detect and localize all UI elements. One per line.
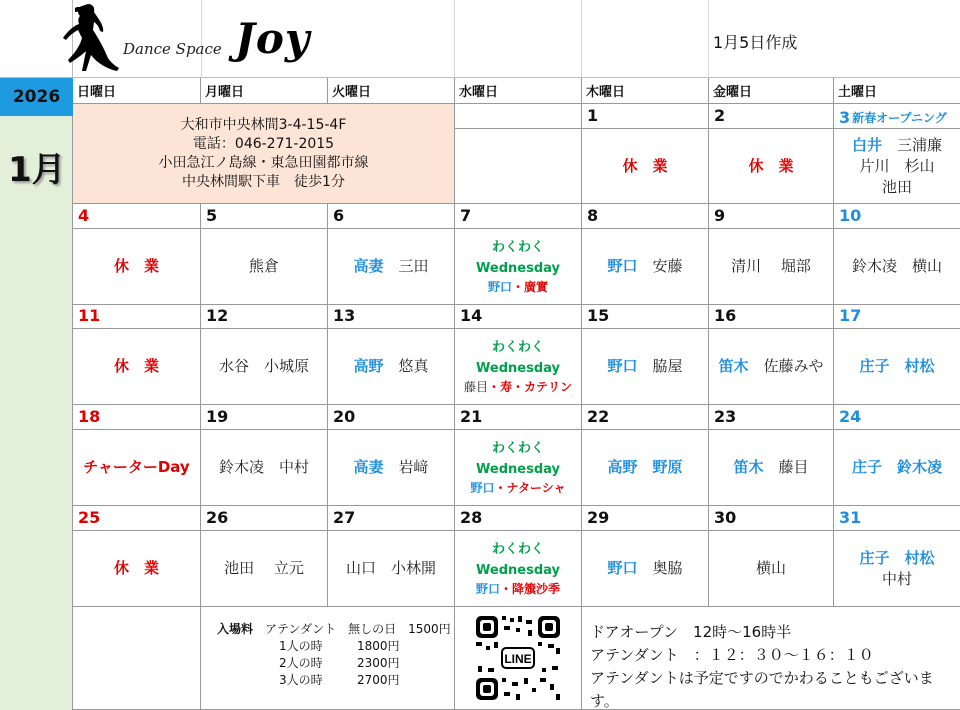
day-date: 4 xyxy=(73,204,201,229)
day-date: 7 xyxy=(455,204,582,229)
instructor: 笛木 xyxy=(733,458,764,476)
day-date: 21 xyxy=(455,405,582,430)
day-date: 26 xyxy=(201,506,328,531)
event-instructors xyxy=(488,279,548,296)
day-content xyxy=(455,531,582,607)
day-date: 15 xyxy=(582,304,709,329)
day-date: 11 xyxy=(73,304,201,329)
entrance-fees xyxy=(201,607,455,710)
instructor-pair xyxy=(859,356,934,377)
instructor: 岩﨑 xyxy=(398,458,429,476)
day-date: 17 xyxy=(834,304,960,329)
spacer xyxy=(637,257,652,275)
year-label: 2026 xyxy=(0,78,73,116)
weekday-tue: 火曜日 xyxy=(328,78,455,104)
instructor: 白井 xyxy=(851,135,882,154)
month-column xyxy=(0,116,73,710)
day-date: 28 xyxy=(455,506,582,531)
instructor: 庄子 xyxy=(851,458,882,476)
day-content xyxy=(328,531,455,607)
day-date xyxy=(834,104,960,129)
day-date: 14 xyxy=(455,304,582,329)
created-date: 1月5日作成 xyxy=(713,33,798,52)
instructor-pair xyxy=(353,356,428,377)
event-instructors xyxy=(464,379,572,396)
day-content xyxy=(834,229,960,305)
fee-value: 2300円 xyxy=(357,656,400,670)
day-text: 鈴木凌 中村 xyxy=(218,458,309,476)
instructor: 廣實 xyxy=(524,280,549,294)
day-content xyxy=(582,531,709,607)
day-content xyxy=(201,430,328,506)
day-content xyxy=(834,430,960,506)
empty-date xyxy=(455,104,582,129)
instructor: 高野 xyxy=(607,458,638,476)
attendant-time: アテンダント ：１２：３０～１６：１０ xyxy=(590,646,874,664)
spacer xyxy=(637,357,652,375)
day-date: 22 xyxy=(582,405,709,430)
day-content xyxy=(834,531,960,607)
instructor: 野口 xyxy=(607,257,638,275)
instructor: 野口 xyxy=(475,582,500,596)
day-content xyxy=(582,129,709,204)
day-text: 池田 立元 xyxy=(224,559,304,577)
spacer xyxy=(763,458,778,476)
instructor: 村松 xyxy=(904,548,935,567)
spacer xyxy=(889,549,904,567)
day-date: 24 xyxy=(834,405,960,430)
header xyxy=(73,0,960,78)
closed-label: 休 業 xyxy=(748,156,794,175)
day-date: 29 xyxy=(582,506,709,531)
day-date: 10 xyxy=(834,204,960,229)
separator: ・ xyxy=(511,280,524,294)
studio-lines: 小田急江ノ島線・東急田園都市線 xyxy=(158,154,369,171)
day-content xyxy=(455,430,582,506)
door-info xyxy=(582,607,960,710)
day-date: 12 xyxy=(201,304,328,329)
dancer-couple-icon xyxy=(57,2,119,72)
instructor: 鈴木凌 xyxy=(897,458,943,476)
day-date: 20 xyxy=(328,405,455,430)
instructor: 村松 xyxy=(904,357,935,375)
studio-phone: 電話：046-271-2015 xyxy=(192,135,335,152)
day-date: 27 xyxy=(328,506,455,531)
qr-cell xyxy=(455,607,582,710)
instructor: 池田 xyxy=(881,177,912,196)
day-date: 6 xyxy=(328,204,455,229)
instructor-pair xyxy=(607,256,682,277)
closed-label: 休 業 xyxy=(622,156,668,175)
day-text: 休 業 xyxy=(113,257,159,275)
day-content xyxy=(73,531,201,607)
fee-key: 3人の時 xyxy=(279,673,323,687)
fee-value: 2700円 xyxy=(357,673,400,687)
weekday-sat: 土曜日 xyxy=(834,78,960,104)
instructor: 高野 xyxy=(353,357,384,375)
instructor-pair xyxy=(859,548,934,569)
spacer xyxy=(889,357,904,375)
spacer xyxy=(882,458,897,476)
instructor: 野口 xyxy=(607,559,638,577)
fee-key: 2人の時 xyxy=(279,656,323,670)
day-date: 1 xyxy=(582,104,709,129)
day-content xyxy=(328,329,455,405)
instructor: 野口 xyxy=(470,481,495,495)
day-content xyxy=(582,229,709,305)
instructor: 寿・カテリン xyxy=(500,380,573,394)
footer-blank xyxy=(73,607,201,710)
day-content xyxy=(455,329,582,405)
weekday-sun: 日曜日 xyxy=(73,78,201,104)
instructor: ナターシャ xyxy=(506,481,566,495)
spacer xyxy=(637,458,652,476)
weekday-wed: 水曜日 xyxy=(455,78,582,104)
instructor: 野口 xyxy=(607,357,638,375)
instructor-pair xyxy=(852,457,942,478)
day-date: 23 xyxy=(709,405,834,430)
instructor: 高妻 xyxy=(353,458,384,476)
day-content xyxy=(834,129,960,204)
day-content xyxy=(73,430,201,506)
fee-row: アテンダント 無しの日 1500円 xyxy=(265,622,451,636)
event-instructors xyxy=(476,581,560,598)
instructor-pair xyxy=(353,457,428,478)
day-date: 16 xyxy=(709,304,834,329)
event-label: わくわくWednesday xyxy=(476,542,560,578)
instructor: 奥脇 xyxy=(652,559,683,577)
instructor: 藤目 xyxy=(463,380,488,394)
instructor: 庄子 xyxy=(859,357,890,375)
day-date: 13 xyxy=(328,304,455,329)
day-date: 25 xyxy=(73,506,201,531)
day-date: 2 xyxy=(709,104,834,129)
day-date: 30 xyxy=(709,506,834,531)
instructor: 中村 xyxy=(881,569,912,588)
spacer xyxy=(637,559,652,577)
instructor-pair xyxy=(607,558,682,579)
instructor: 野原 xyxy=(652,458,683,476)
instructor: 脇屋 xyxy=(652,357,683,375)
instructor-pair xyxy=(353,256,428,277)
day-date: 8 xyxy=(582,204,709,229)
day-content xyxy=(328,430,455,506)
day-content xyxy=(709,531,834,607)
instructor: 悠真 xyxy=(398,357,429,375)
attendant-note: アテンダントは予定ですのでかわることもございます。 xyxy=(590,669,934,710)
day-date: 19 xyxy=(201,405,328,430)
day-content xyxy=(582,430,709,506)
instructor: 庄子 xyxy=(859,548,890,567)
event-label: わくわくWednesday xyxy=(476,340,560,376)
separator: ・ xyxy=(487,380,500,394)
date-number: 3 xyxy=(839,107,851,127)
day-text: 休 業 xyxy=(113,559,159,577)
day-date: 31 xyxy=(834,506,960,531)
line-qr-code[interactable] xyxy=(472,612,564,704)
fee-value: 1800円 xyxy=(357,639,400,653)
studio-info xyxy=(73,104,455,204)
instructor: 降籏沙季 xyxy=(512,582,561,596)
instructors: 片川 杉山 xyxy=(859,156,935,175)
studio-address: 大和市中央林間3-4-15-4F xyxy=(180,116,347,133)
weekday-fri: 金曜日 xyxy=(709,78,834,104)
qr-label: LINE xyxy=(504,652,532,666)
spacer xyxy=(383,257,398,275)
logo-subtitle: Dance Space xyxy=(123,40,222,58)
day-content xyxy=(73,329,201,405)
day-content xyxy=(709,430,834,506)
day-date: 5 xyxy=(201,204,328,229)
day-content xyxy=(328,229,455,305)
day-date: 18 xyxy=(73,405,201,430)
event-label: 新春オープニング xyxy=(852,110,947,125)
logo-title: Joy xyxy=(235,14,311,63)
day-text: 熊倉 xyxy=(248,257,279,275)
day-text: 横山 xyxy=(755,559,786,577)
studio-access: 中央林間駅下車 徒歩1分 xyxy=(182,173,345,190)
day-content xyxy=(709,229,834,305)
month-label: 1月 xyxy=(8,150,66,190)
day-content xyxy=(201,531,328,607)
instructor: 三田 xyxy=(398,257,429,275)
day-content xyxy=(201,329,328,405)
instructor: 藤目 xyxy=(778,458,809,476)
fee-key: 1人の時 xyxy=(279,639,323,653)
door-open: ドアオープン 12時～16時半 xyxy=(590,623,792,641)
instructor-pair xyxy=(718,356,823,377)
instructor: 佐藤みや xyxy=(763,357,824,375)
instructor: 安藤 xyxy=(652,257,683,275)
instructor: 笛木 xyxy=(718,357,749,375)
empty-day xyxy=(455,129,582,204)
event-label: わくわくWednesday xyxy=(476,441,560,477)
day-text: 水谷 小城原 xyxy=(218,357,309,375)
day-content xyxy=(73,229,201,305)
spacer xyxy=(383,458,398,476)
day-text: 休 業 xyxy=(113,357,159,375)
day-text: 清川 堀部 xyxy=(731,257,811,275)
spacer xyxy=(383,357,398,375)
instructor: 三浦廉 xyxy=(897,135,943,154)
instructor-pair xyxy=(607,457,682,478)
day-content xyxy=(709,329,834,405)
day-content xyxy=(834,329,960,405)
day-content xyxy=(709,129,834,204)
separator: ・ xyxy=(499,582,512,596)
day-text: チャーターDay xyxy=(83,458,190,476)
weekday-thu: 木曜日 xyxy=(582,78,709,104)
weekday-mon: 月曜日 xyxy=(201,78,328,104)
day-date: 9 xyxy=(709,204,834,229)
instructor: 野口 xyxy=(487,280,512,294)
day-text: 鈴木凌 横山 xyxy=(851,257,942,275)
day-content xyxy=(582,329,709,405)
logo xyxy=(73,0,333,78)
separator: ・ xyxy=(494,481,507,495)
day-text: 山口 小林開 xyxy=(345,559,436,577)
day-content xyxy=(201,229,328,305)
spacer xyxy=(748,357,763,375)
instructor: 高妻 xyxy=(353,257,384,275)
day-content xyxy=(455,229,582,305)
instructor-pair xyxy=(733,457,808,478)
instructor-pair xyxy=(607,356,682,377)
event-instructors xyxy=(471,480,566,497)
event-label: わくわくWednesday xyxy=(476,240,560,276)
fee-label: 入場料 xyxy=(217,622,254,636)
